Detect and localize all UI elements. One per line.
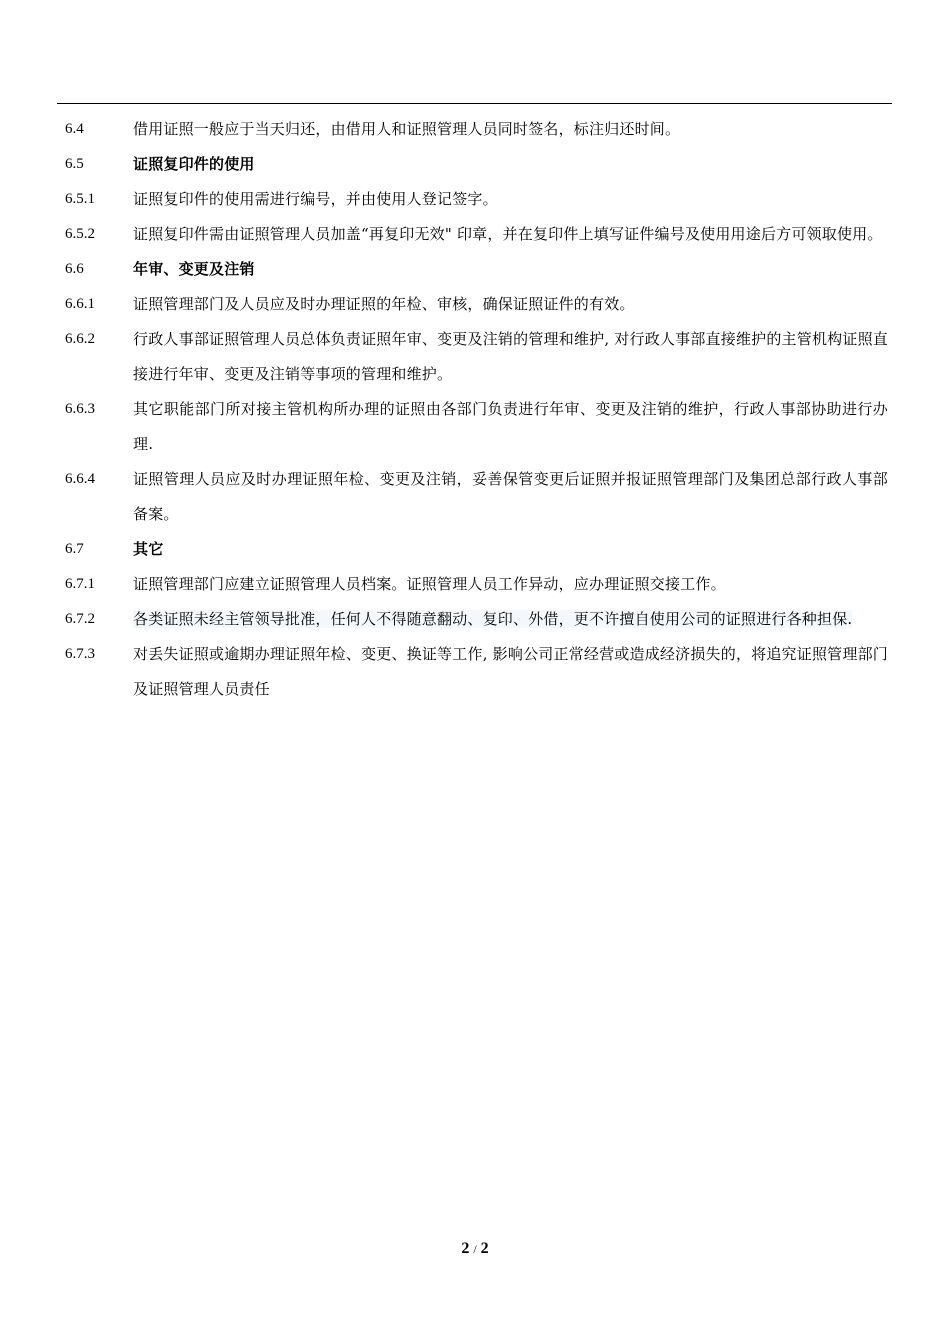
section-text: 证照管理部门应建立证照管理人员档案。证照管理人员工作异动，应办理证照交接工作。 (133, 575, 726, 593)
section-6-6-2 (0, 322, 950, 392)
section-6-6-3 (0, 392, 950, 462)
total-page-number: 2 (480, 1240, 489, 1257)
section-text: 对丢失证照或逾期办理证照年检、变更、换证等工作, 影响公司正常经营或造成经济损失的，将追究证照管理部门及证照管理人员责任 (133, 645, 888, 698)
section-number: 6.6.1 (65, 296, 95, 312)
section-heading: 年审、变更及注销 (133, 260, 255, 278)
section-number: 6.6 (65, 261, 84, 277)
document-body (0, 112, 950, 707)
section-6-7-2 (0, 602, 950, 637)
section-number: 6.6.2 (65, 331, 95, 347)
section-text: 其它职能部门所对接主管机构所办理的证照由各部门负责进行年审、变更及注销的维护，行政人事部协助进行办理. (133, 400, 888, 453)
section-text: 证照复印件需由证照管理人员加盖“再复印无效" 印章，并在复印件上填写证件编号及使用用途后方可领取使用。 (133, 225, 883, 243)
section-number: 6.6.3 (65, 401, 95, 417)
section-heading: 其它 (133, 540, 164, 558)
page-separator: / (473, 1242, 477, 1256)
section-6-6 (0, 252, 950, 287)
section-6-5-2 (0, 217, 950, 252)
section-number: 6.4 (65, 121, 84, 137)
section-heading: 证照复印件的使用 (133, 155, 255, 173)
page-footer (0, 1240, 950, 1258)
section-text: 行政人事部证照管理人员总体负责证照年审、变更及注销的管理和维护, 对行政人事部直接维护的主管机构证照直接进行年审、变更及注销等事项的管理和维护。 (133, 330, 888, 383)
section-6-5 (0, 147, 950, 182)
section-number: 6.5 (65, 156, 84, 172)
section-text: 证照复印件的使用需进行编号，并由使用人登记签字。 (133, 190, 498, 208)
section-text: 借用证照一般应于当天归还，由借用人和证照管理人员同时签名，标注归还时间。 (133, 120, 681, 138)
section-text (133, 602, 888, 637)
section-text: 证照管理人员应及时办理证照年检、变更及注销，妥善保管变更后证照并报证照管理部门及集团总部行政人事部备案。 (133, 470, 888, 523)
section-number: 6.7.1 (65, 576, 95, 592)
section-text: 证照管理部门及人员应及时办理证照的年检、审核，确保证照证件的有效。 (133, 295, 635, 313)
section-6-7-1 (0, 567, 950, 602)
section-6-6-1 (0, 287, 950, 322)
section-6-7 (0, 532, 950, 567)
section-number: 6.7 (65, 541, 84, 557)
current-page-number: 2 (461, 1240, 470, 1257)
header-rule (57, 103, 892, 104)
section-6-6-4 (0, 462, 950, 532)
section-number: 6.5.1 (65, 191, 95, 207)
section-6-7-3 (0, 637, 950, 707)
section-number: 6.7.2 (65, 611, 95, 627)
section-number: 6.5.2 (65, 226, 95, 242)
section-number: 6.6.4 (65, 471, 95, 487)
section-6-5-1 (0, 182, 950, 217)
section-6-4 (0, 112, 950, 147)
highlighted-text: 各类证照未经主管领导批准，任何人不得随意翻动、复印、外借，更不许擅自使用公司的证照进行各种担保. (133, 610, 853, 628)
section-number: 6.7.3 (65, 646, 95, 662)
